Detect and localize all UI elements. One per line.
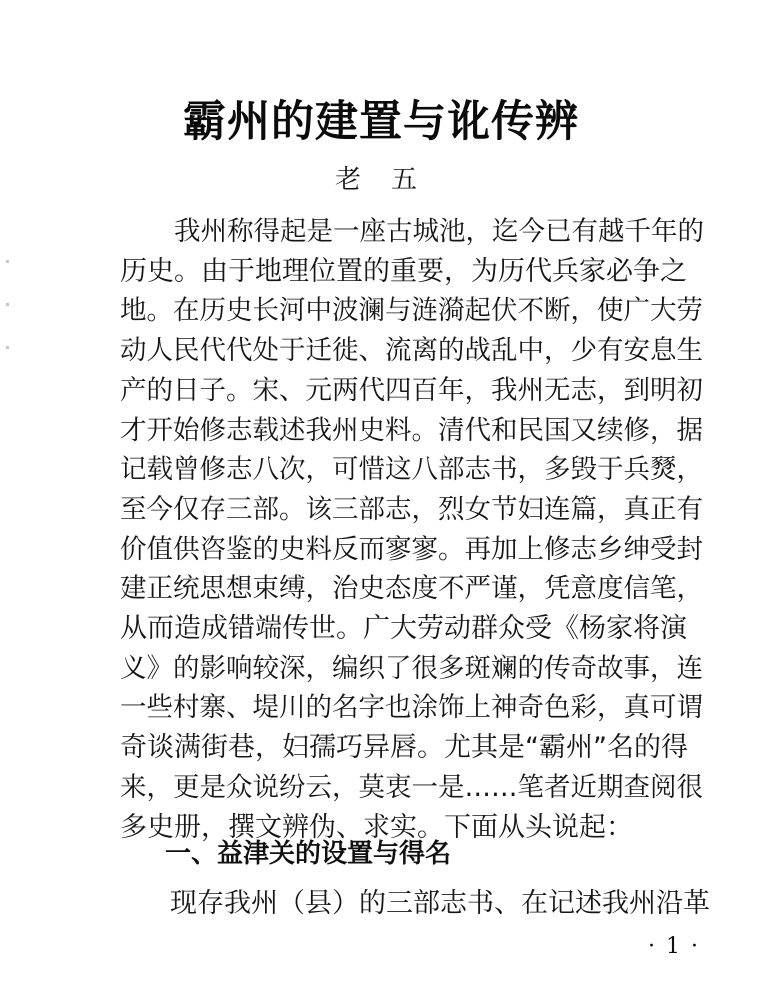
paragraph-line: 建正统思想束缚，治史态度不严谨，凭意度信笔， [120, 573, 703, 605]
paragraph-line: 才开始修志载述我州史料。清代和民国又续修，据 [120, 414, 703, 446]
article-author: 老五 [334, 165, 447, 195]
paragraph-line: 我州称得起是一座古城池，迄今已有越千年的 [174, 216, 704, 247]
article-body [120, 212, 710, 847]
paragraph-line: 奇谈满街巷，妇孺巧异唇。尤其是“霸州”名的得 [120, 732, 688, 764]
paragraph-line: 义》的影响较深，编织了很多斑斓的传奇故事，连 [120, 652, 703, 684]
paragraph-line: 从而造成错端传世。广大劳动群众受《杨家将演 [120, 613, 687, 645]
section-paragraph-line: 现存我州（县）的三部志书、在记述我州沿革 [170, 888, 710, 919]
paragraph-line: 至今仅存三部。该三部志，烈女节妇连篇，真正有 [120, 493, 703, 525]
paragraph-line: 价值供咨鉴的史料反而寥寥。再加上修志乡绅受封 [120, 533, 703, 565]
article-title: 霸州的建置与讹传辨 [183, 97, 579, 147]
scan-margin-marks [6, 260, 9, 380]
paragraph-line: 一些村寨、堤川的名字也涂饰上神奇色彩，真可谓 [120, 692, 703, 724]
intro-paragraph [120, 212, 710, 847]
scan-mark [6, 303, 9, 306]
paragraph-line: 多史册，撰文辨伪、求实。下面从头说起： [120, 811, 633, 843]
paragraph-line: 产的日子。宋、元两代四百年，我州无志，到明初 [120, 374, 703, 406]
scan-mark [6, 346, 9, 349]
paragraph-line: 来，更是众说纷云，莫衷一是……笔者近期查阅很 [120, 771, 703, 803]
paragraph-line: 历史。由于地理位置的重要，为历代兵家必争之 [120, 255, 687, 287]
paragraph-line: 记载曾修志八次，可惜这八部志书，多毁于兵燹， [120, 454, 703, 486]
paragraph-line: 动人民代代处于迁徙、流离的战乱中，少有安息生 [120, 335, 703, 367]
paragraph-line: 地。在历史长河中波澜与涟漪起伏不断，使广大劳 [120, 295, 703, 327]
section-heading: 一、益津关的设置与得名 [165, 839, 452, 869]
page-number: · 1 · [648, 934, 700, 959]
scan-mark [6, 260, 9, 263]
